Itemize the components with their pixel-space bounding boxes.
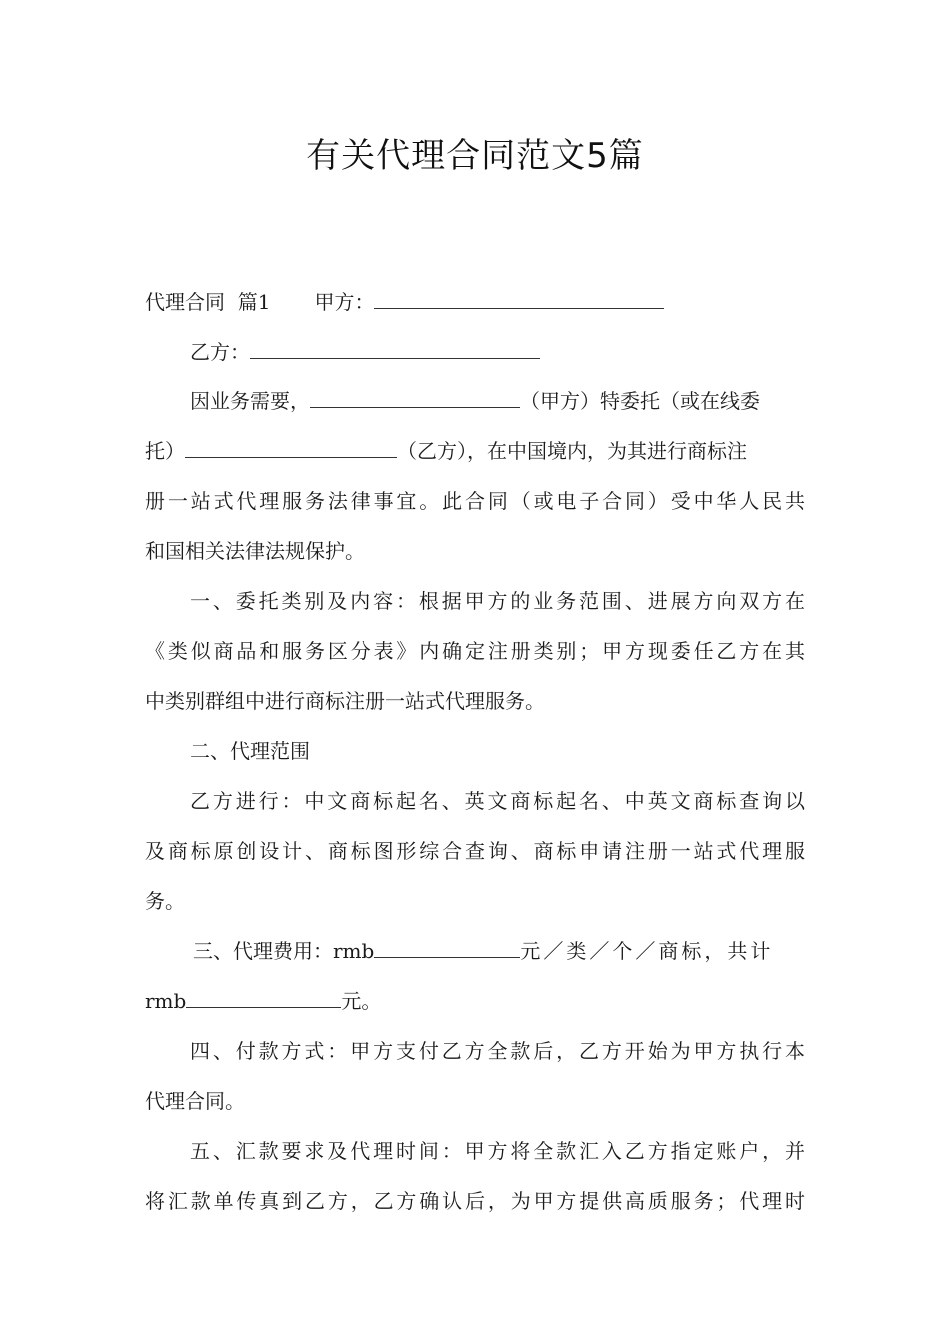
section-4-line-1: 四、付款方式：甲方支付乙方全款后，乙方开始为甲方执行本 — [190, 1039, 805, 1063]
section-2-heading: 二、代理范围 — [190, 739, 310, 763]
fee-per-class-blank[interactable] — [374, 937, 520, 958]
intro-line-2 — [145, 437, 805, 465]
party-b-blank[interactable] — [250, 338, 540, 359]
section-2-line-1: 乙方进行：中文商标起名、英文商标起名、中英文商标查询以 — [190, 789, 805, 813]
header-line — [145, 288, 805, 316]
fee-text: rmb — [145, 989, 187, 1013]
section-3-line-1 — [145, 937, 805, 965]
principal-blank[interactable] — [310, 387, 520, 408]
section-1-line-2: 《类似商品和服务区分表》内确定注册类别；甲方现委任乙方在其 — [145, 639, 805, 663]
party-a-label: 甲方： — [314, 290, 375, 314]
section-2-line-3: 务。 — [145, 889, 185, 913]
agent-blank[interactable] — [185, 437, 397, 458]
intro-text: 因业务需要， — [190, 389, 310, 413]
intro-text: （乙方），在中国境内，为其进行商标注 — [397, 439, 747, 463]
fee-total-blank[interactable] — [186, 987, 341, 1008]
section-4-line-2: 代理合同。 — [145, 1089, 245, 1113]
section-1-line-3: 中类别群组中进行商标注册一站式代理服务。 — [145, 689, 545, 713]
fee-text: 元。 — [341, 989, 382, 1013]
section-1-line-1: 一、委托类别及内容：根据甲方的业务范围、进展方向双方在 — [190, 589, 805, 613]
party-b-line — [145, 338, 805, 366]
fee-text: 元／类／个／商标，共计 — [520, 939, 774, 963]
fee-text: 三、代理费用：rmb — [193, 939, 375, 963]
section-5-line-1: 五、汇款要求及代理时间：甲方将全款汇入乙方指定账户，并 — [190, 1139, 805, 1163]
intro-text: 托） — [145, 439, 185, 463]
section-3-line-2 — [145, 987, 805, 1015]
intro-line-4: 和国相关法律法规保护。 — [145, 539, 365, 563]
party-b-label: 乙方： — [190, 340, 250, 364]
intro-text: （甲方）特委托（或在线委 — [520, 389, 760, 413]
document-title: 有关代理合同范文5篇 — [306, 136, 644, 176]
intro-line-3: 册一站式代理服务法律事宜。此合同（或电子合同）受中华人民共 — [145, 489, 805, 513]
section-2-line-2: 及商标原创设计、商标图形综合查询、商标申请注册一站式代理服 — [145, 839, 805, 863]
intro-line-1 — [145, 387, 805, 415]
section-5-line-2: 将汇款单传真到乙方，乙方确认后，为甲方提供高质服务；代理时 — [145, 1189, 805, 1213]
contract-label: 代理合同 篇1 — [145, 290, 271, 314]
party-a-blank[interactable] — [374, 288, 664, 309]
